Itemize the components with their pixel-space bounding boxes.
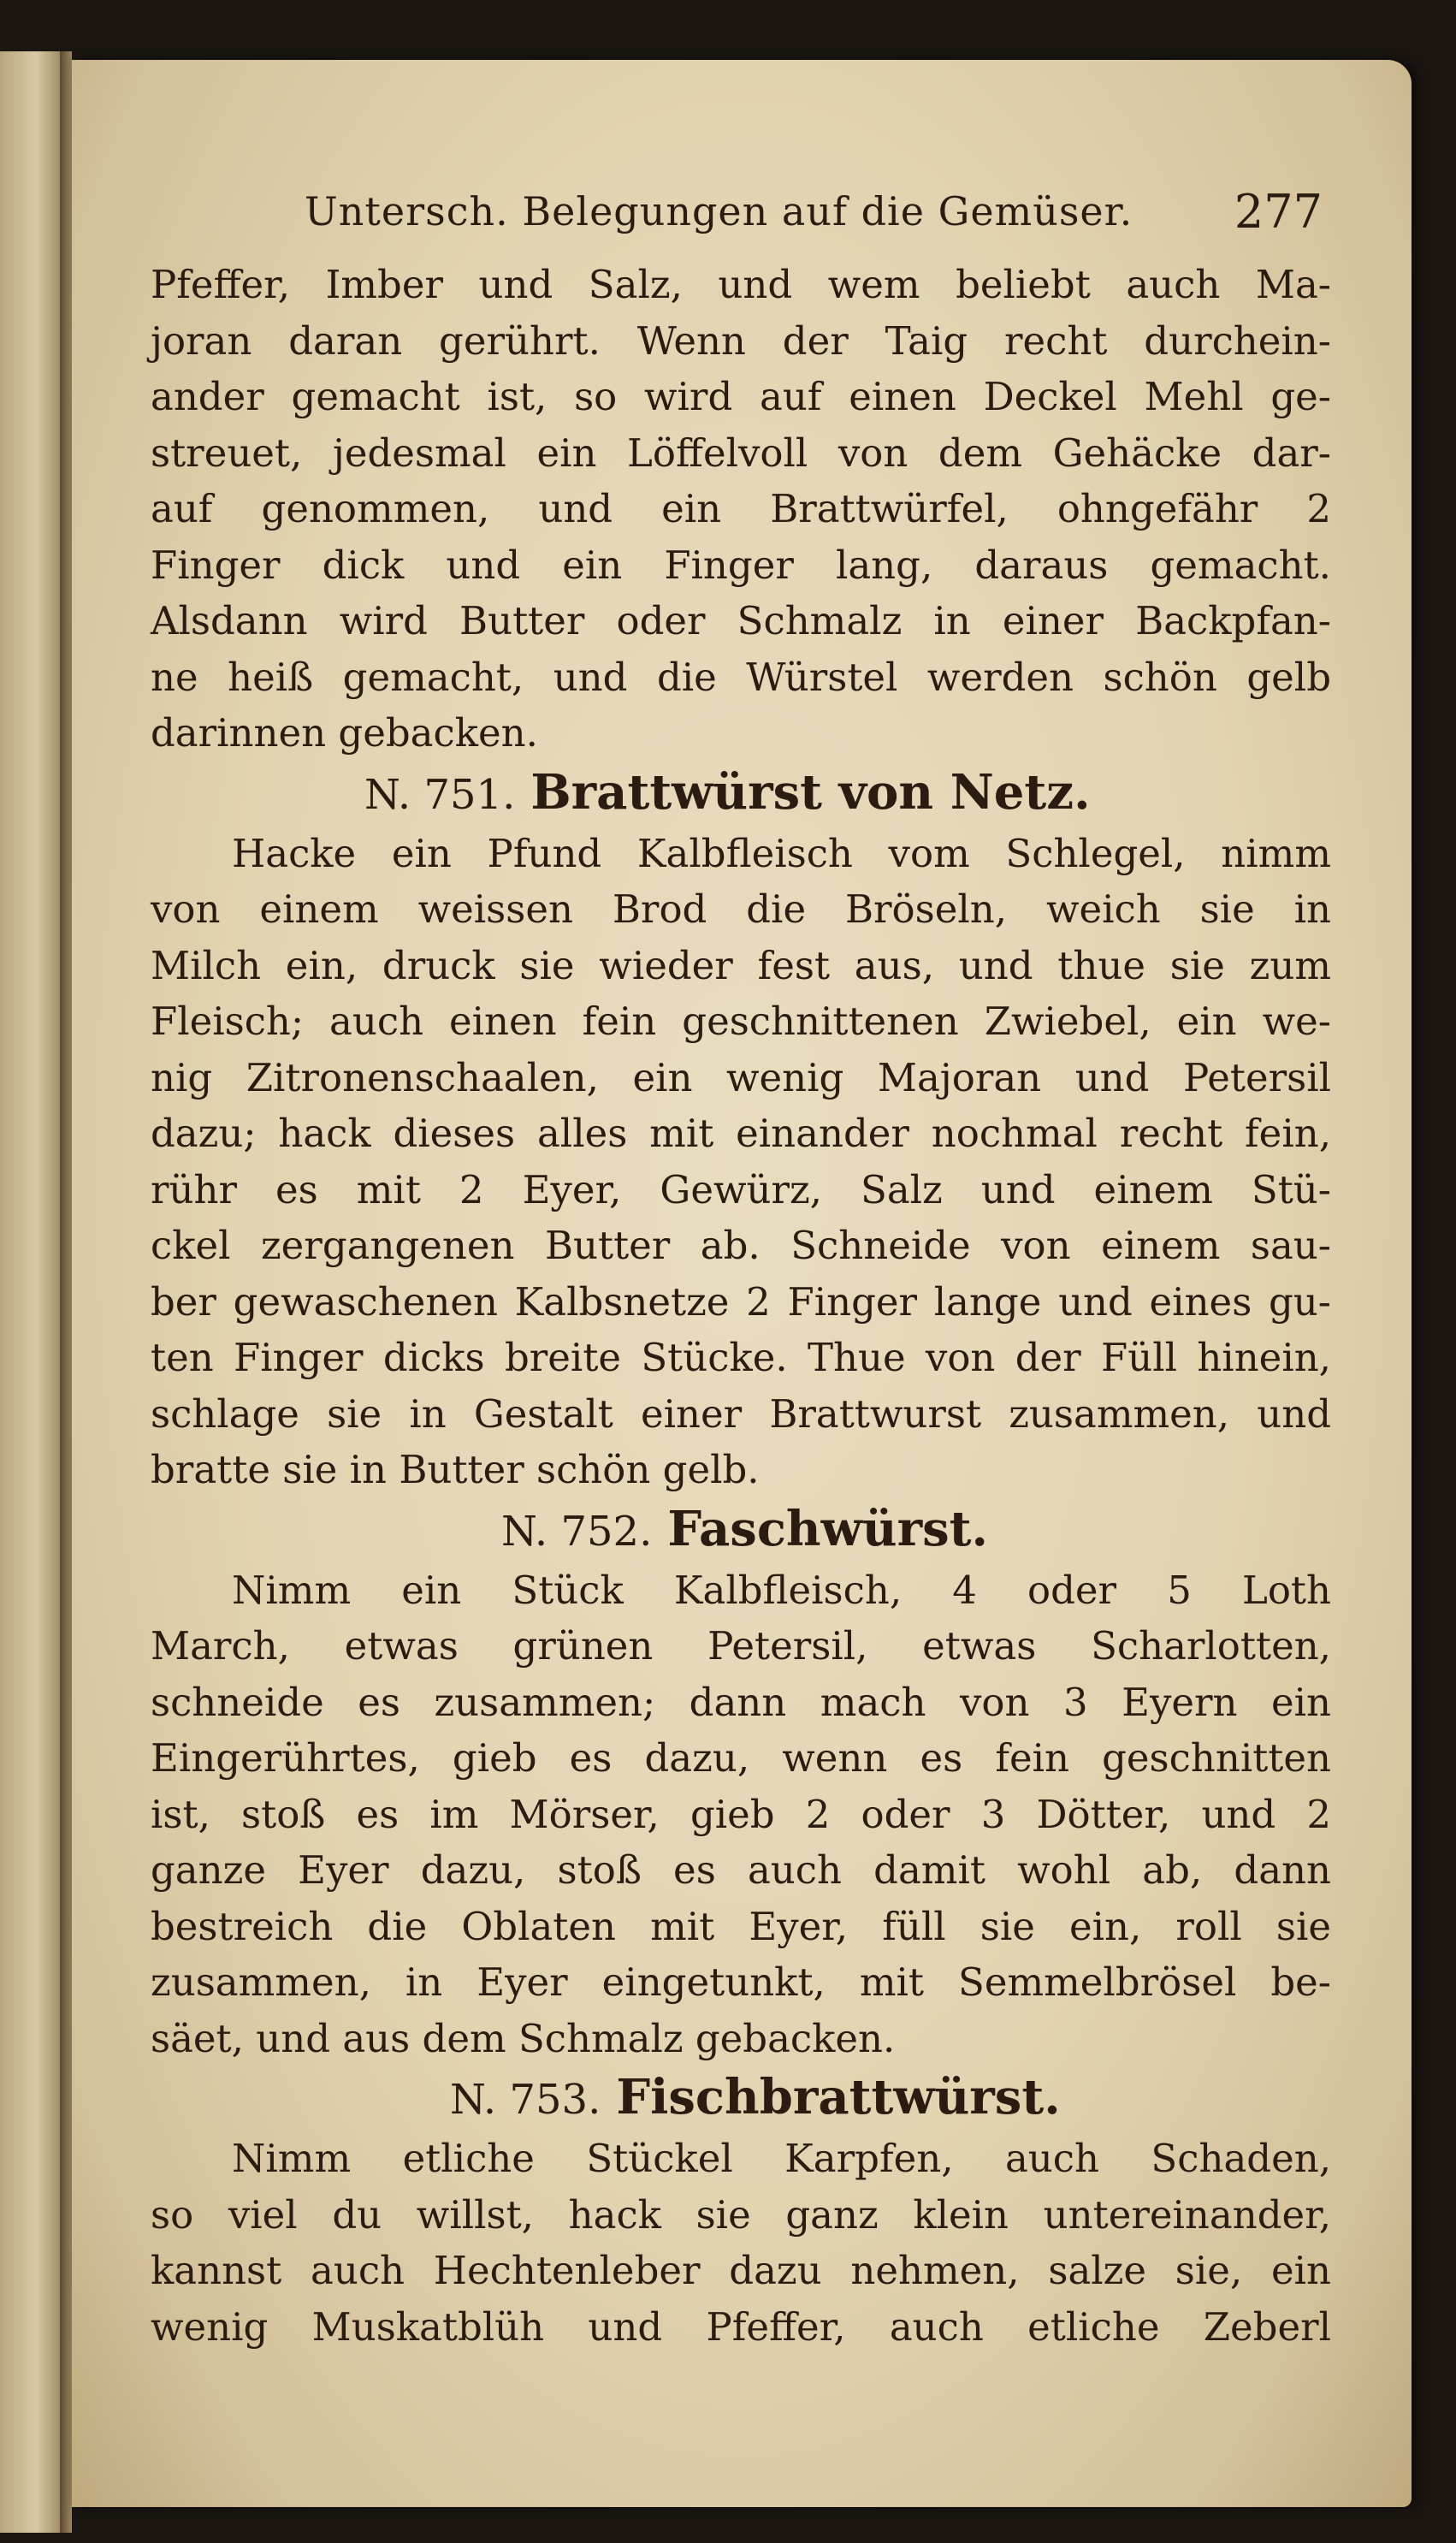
text-line: auf genommen, und ein Brattwürfel, ohngefähr 2 bbox=[151, 486, 1331, 531]
recipe-title: Fischbrattwürst. bbox=[616, 2069, 1061, 2125]
text-line: Finger dick und ein Finger lang, daraus gemacht. bbox=[151, 542, 1331, 588]
book-gutter bbox=[60, 51, 72, 2533]
text-line: ne heiß gemacht, und die Würstel werden schön gelb bbox=[151, 654, 1331, 700]
continued-recipe bbox=[151, 257, 1331, 762]
text-line: March, etwas grünen Petersil, etwas Scharlotten, bbox=[151, 1623, 1331, 1669]
text-line: kannst auch Hechtenleber dazu nehmen, salze sie, ein bbox=[151, 2248, 1331, 2293]
text-line: Eingerührtes, gieb es dazu, wenn es fein geschnitten bbox=[151, 1735, 1331, 1781]
text-line: dazu; hack dieses alles mit einander nochmal recht fein, bbox=[151, 1111, 1331, 1156]
text-line: Fleisch; auch einen fein geschnittenen Zwiebel, ein we- bbox=[151, 999, 1331, 1044]
page-text bbox=[151, 154, 1331, 2355]
text-line: schneide es zusammen; dann mach von 3 Eyern ein bbox=[151, 1679, 1331, 1725]
text-line: so viel du willst, hack sie ganz klein untereinander, bbox=[151, 2191, 1331, 2238]
recipe-heading bbox=[151, 1498, 1331, 1562]
text-line: Milch ein, druck sie wieder fest aus, und thue sie zum bbox=[151, 942, 1331, 988]
recipe-title: Faschwürst. bbox=[667, 1500, 988, 1557]
recipe-753 bbox=[151, 2066, 1331, 2355]
recipe-752 bbox=[151, 1498, 1331, 2067]
text-line: ten Finger dicks breite Stücke. Thue von der Füll hinein, bbox=[151, 1335, 1331, 1380]
text-line: bestreich die Oblaten mit Eyer, füll sie ein, roll sie bbox=[151, 1903, 1331, 1949]
text-line: Pfeffer, Imber und Salz, und wem beliebt auch Ma- bbox=[151, 262, 1331, 307]
text-line: schlage sie in Gestalt einer Brattwurst zusammen, und bbox=[151, 1390, 1331, 1437]
text-line: Alsdann wird Butter oder Schmalz in einer Backpfan- bbox=[151, 598, 1331, 643]
text-line: ckel zergangenen Butter ab. Schneide von einem sau- bbox=[151, 1223, 1331, 1268]
text-line: säet, und aus dem Schmalz gebacken. bbox=[151, 2015, 896, 2061]
page-277 bbox=[72, 60, 1412, 2507]
text-line: zusammen, in Eyer eingetunkt, mit Semmelbrösel be- bbox=[151, 1959, 1331, 2005]
page-header bbox=[151, 154, 1331, 257]
text-line: Nimm ein Stück Kalbfleisch, 4 oder 5 Loth bbox=[232, 1567, 1331, 1613]
recipe-number: N. 751. bbox=[364, 770, 516, 819]
text-line: ist, stoß es im Mörser, gieb 2 oder 3 Dötter, und 2 bbox=[151, 1791, 1331, 1837]
text-line: nig Zitronenschaalen, ein wenig Majoran und Petersil bbox=[151, 1054, 1331, 1100]
text-line: wenig Muskatblüh und Pfeffer, auch etliche Zeberl bbox=[151, 2303, 1331, 2350]
text-line: ber gewaschenen Kalbsnetze 2 Finger lange und eines gu- bbox=[151, 1278, 1331, 1325]
text-line: darinnen gebacken. bbox=[151, 710, 538, 756]
text-line: ganze Eyer dazu, stoß es auch damit wohl ab, dann bbox=[151, 1847, 1331, 1893]
running-head: Untersch. Belegungen auf die Gemüser. bbox=[305, 188, 1133, 234]
text-line: Nimm etliche Stückel Karpfen, auch Schaden, bbox=[232, 2136, 1331, 2181]
text-line: joran daran gerührt. Wenn der Taig recht durchein- bbox=[151, 317, 1331, 364]
recipe-751 bbox=[151, 762, 1331, 1498]
recipe-heading bbox=[151, 762, 1331, 826]
recipe-number: N. 752. bbox=[501, 1507, 653, 1556]
recipe-title: Brattwürst von Netz. bbox=[530, 763, 1091, 821]
text-line: streuet, jedesmal ein Löffelvoll von dem Gehäcke dar- bbox=[151, 430, 1331, 476]
text-line: ander gemacht ist, so wird auf einen Deckel Mehl ge- bbox=[151, 374, 1331, 419]
text-line: von einem weissen Brod die Bröseln, weich sie in bbox=[151, 886, 1331, 932]
facing-page-edge bbox=[0, 51, 62, 2533]
text-line: rühr es mit 2 Eyer, Gewürz, Salz und einem Stü- bbox=[151, 1166, 1331, 1212]
text-line: Hacke ein Pfund Kalbfleisch vom Schlegel, nimm bbox=[232, 830, 1331, 876]
text-line: bratte sie in Butter schön gelb. bbox=[151, 1447, 760, 1492]
recipe-number: N. 753. bbox=[450, 2076, 601, 2124]
recipe-heading bbox=[151, 2066, 1331, 2131]
page-number: 277 bbox=[1234, 185, 1323, 239]
